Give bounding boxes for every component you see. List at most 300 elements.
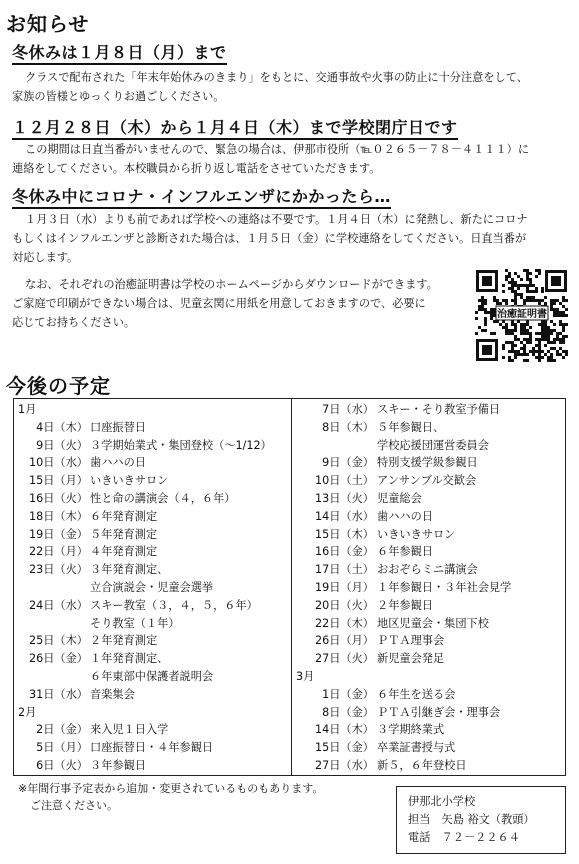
qr-module	[514, 353, 517, 356]
schedule-title: 今後の予定	[6, 374, 111, 398]
qr-module	[565, 350, 568, 353]
section-heading-winter-break: 冬休みは１月８日（月）まで	[12, 40, 227, 63]
qr-module	[505, 269, 508, 272]
qr-module	[490, 317, 493, 320]
qr-module	[535, 287, 538, 290]
qr-module	[511, 347, 514, 350]
qr-module	[556, 308, 559, 311]
schedule-event: ２年発育測定	[90, 634, 158, 648]
qr-module	[550, 320, 553, 323]
qr-module	[547, 332, 550, 335]
qr-module	[532, 350, 535, 353]
qr-module	[559, 347, 562, 350]
note-line: ※年間行事予定表から追加・変更されているものもあります。	[18, 782, 324, 795]
qr-module	[553, 359, 556, 362]
qr-module	[529, 278, 532, 281]
qr-module	[532, 290, 535, 293]
schedule-date: 13日（火）	[315, 492, 374, 505]
schedule-date: 14日（木）	[315, 723, 374, 737]
qr-module	[478, 299, 481, 302]
qr-module	[538, 356, 541, 359]
qr-module	[535, 350, 538, 353]
qr-module	[553, 341, 556, 344]
qr-module	[547, 350, 550, 353]
qr-module	[490, 332, 493, 335]
month-label: 3月	[296, 670, 315, 683]
qr-module	[484, 302, 487, 305]
schedule-date: 20日（火）	[315, 598, 374, 612]
qr-label: 治癒証明書	[497, 309, 547, 320]
qr-module	[478, 305, 481, 308]
qr-module	[538, 344, 541, 347]
qr-module	[559, 338, 562, 341]
qr-module	[541, 287, 544, 290]
qr-module	[490, 314, 493, 317]
qr-module	[517, 293, 520, 296]
qr-module	[514, 272, 517, 275]
qr-module	[505, 332, 508, 335]
note-line: ご注意ください。	[30, 799, 118, 812]
qr-module	[529, 335, 532, 338]
schedule-date: 7日（水）	[322, 403, 374, 416]
qr-module	[559, 320, 562, 323]
qr-module	[484, 323, 487, 326]
schedule-event: ６年発育測定	[90, 509, 158, 523]
qr-module	[508, 281, 511, 284]
qr-module	[553, 302, 556, 305]
qr-module	[535, 275, 538, 278]
qr-module	[508, 341, 511, 344]
qr-module	[550, 308, 553, 311]
qr-module	[490, 308, 493, 311]
qr-module	[547, 356, 550, 359]
qr-module	[481, 329, 484, 332]
qr-module	[520, 347, 523, 350]
schedule-date: 10日（土）	[315, 474, 374, 488]
qr-module	[559, 302, 562, 305]
qr-module	[517, 287, 520, 290]
qr-module	[508, 272, 511, 275]
qr-module	[511, 287, 514, 290]
qr-module	[496, 299, 499, 302]
qr-module	[514, 338, 517, 341]
qr-module	[526, 299, 529, 302]
qr-module	[553, 347, 556, 350]
qr-module	[481, 305, 484, 308]
qr-module	[526, 287, 529, 290]
schedule-date: 9日（金）	[322, 456, 374, 470]
qr-module	[511, 350, 514, 353]
schedule-event: いきいきサロン	[377, 527, 456, 541]
qr-module	[538, 302, 541, 305]
qr-module	[553, 314, 556, 317]
qr-module	[523, 302, 526, 305]
qr-module	[559, 314, 562, 317]
qr-module	[562, 299, 565, 302]
schedule-event: 新児童会発足	[377, 652, 445, 666]
qr-module	[544, 329, 547, 332]
qr-module	[484, 329, 487, 332]
schedule-event: 立合演説会・児童会選挙	[90, 581, 214, 594]
section-body-winter-break: クラスで配布された「年末年始休みのきまり」をもとに、交通事故や火事の防止に十分注意をして、 家族の皆様とゆっくりお過ごしください。	[12, 71, 528, 103]
qr-module	[511, 329, 514, 332]
qr-module	[553, 329, 556, 332]
qr-module	[532, 299, 535, 302]
schedule-event: 地区児童会・集団下校	[377, 616, 489, 630]
qr-module	[520, 326, 523, 329]
qr-module	[550, 356, 553, 359]
schedule-date: 15日（木）	[315, 527, 374, 541]
schedule-event: ３年参観日	[90, 759, 146, 772]
schedule-event: 歯ハハの日	[90, 456, 146, 470]
qr-module	[514, 284, 517, 287]
schedule-event: ５年発育測定	[90, 527, 158, 541]
qr-module	[478, 326, 481, 329]
schedule-event: いきいきサロン	[90, 474, 169, 488]
qr-module	[529, 290, 532, 293]
schedule-date: 4日（木）	[36, 420, 88, 434]
qr-module	[556, 335, 559, 338]
schedule-date: 6日（火）	[36, 759, 88, 772]
qr-module	[502, 344, 505, 347]
qr-module	[523, 344, 526, 347]
qr-module	[529, 326, 532, 329]
qr-module	[484, 317, 487, 320]
qr-module	[514, 356, 517, 359]
qr-module	[562, 329, 565, 332]
qr-module	[526, 296, 529, 299]
qr-module	[505, 323, 508, 326]
month-label: 1月	[18, 403, 37, 416]
qr-module	[511, 284, 514, 287]
qr-module	[553, 323, 556, 326]
qr-module	[532, 353, 535, 356]
schedule-event: 歯ハハの日	[377, 509, 433, 523]
qr-module	[529, 296, 532, 299]
qr-module	[526, 332, 529, 335]
qr-module	[562, 335, 565, 338]
qr-module	[547, 338, 550, 341]
qr-module	[508, 329, 511, 332]
schedule-event: 児童総会	[377, 492, 422, 505]
qr-module	[484, 299, 487, 302]
qr-module	[508, 275, 511, 278]
qr-module	[505, 275, 508, 278]
schedule-date: 15日（金）	[315, 741, 374, 755]
schedule-event: 口座振替日・４年参観日	[90, 741, 214, 755]
qr-module	[535, 338, 538, 341]
qr-module	[562, 341, 565, 344]
qr-module	[523, 329, 526, 332]
qr-module	[535, 290, 538, 293]
qr-module	[550, 353, 553, 356]
qr-module	[508, 350, 511, 353]
qr-module	[541, 326, 544, 329]
schedule-event: ３学期始業式・集団登校（～1/12）	[90, 438, 272, 452]
contact-person: 担当 矢島 裕文（教頭）	[408, 813, 535, 826]
qr-module	[511, 278, 514, 281]
qr-module	[535, 299, 538, 302]
qr-module	[475, 332, 478, 335]
qr-module	[520, 296, 523, 299]
month-label: 2月	[18, 705, 37, 719]
qr-module	[511, 359, 514, 362]
qr-module	[535, 269, 538, 272]
qr-module	[541, 338, 544, 341]
qr-module	[529, 338, 532, 341]
qr-module	[505, 329, 508, 332]
schedule-date: 2日（金）	[36, 723, 88, 737]
qr-module	[550, 305, 553, 308]
schedule-event: ２年参観日	[377, 598, 433, 612]
qr-module	[499, 323, 502, 326]
qr-module	[547, 335, 550, 338]
schedule-event: アンサンブル交歓会	[377, 474, 477, 488]
qr-module	[529, 341, 532, 344]
qr-module	[541, 299, 544, 302]
qr-module	[517, 284, 520, 287]
qr-module	[520, 323, 523, 326]
schedule-notes	[18, 780, 323, 814]
qr-module	[511, 332, 514, 335]
qr-module	[544, 296, 547, 299]
qr-module	[514, 290, 517, 293]
qr-module	[565, 353, 568, 356]
qr-module	[523, 353, 526, 356]
qr-module	[508, 356, 511, 359]
qr-module	[481, 299, 484, 302]
qr-module	[529, 332, 532, 335]
contact-phone: 電話 ７２－２２６４	[408, 831, 520, 844]
schedule-event: 卒業証書授与式	[377, 741, 456, 755]
schedule-event: スキー教室（３，４，５，６年）	[90, 598, 258, 612]
qr-module	[550, 341, 553, 344]
schedule-date: 24日（水）	[29, 598, 88, 612]
qr-module	[526, 359, 529, 362]
qr-module	[526, 278, 529, 281]
qr-module	[553, 308, 556, 311]
schedule-event: 新５，６年登校日	[377, 759, 467, 772]
qr-module	[514, 296, 517, 299]
schedule-event: ＰＴＡ理事会	[377, 634, 445, 648]
qr-module	[493, 299, 496, 302]
qr-module	[520, 278, 523, 281]
qr-module	[532, 296, 535, 299]
qr-module	[544, 326, 547, 329]
qr-module	[475, 317, 478, 320]
qr-module	[523, 347, 526, 350]
schedule-date: 22日（月）	[29, 545, 88, 559]
schedule-event: おおぞらミニ講演会	[377, 563, 478, 577]
schedule-right-column	[291, 399, 567, 775]
qr-module	[475, 311, 478, 314]
qr-module	[553, 299, 556, 302]
schedule-event: 口座振替日	[90, 420, 146, 434]
schedule-date: 22日（木）	[315, 616, 374, 630]
qr-module	[541, 356, 544, 359]
qr-module	[526, 269, 529, 272]
qr-module	[484, 311, 487, 314]
schedule-event: １年参観日・３年社会見学	[377, 581, 512, 594]
qr-module	[502, 347, 505, 350]
qr-module	[514, 335, 517, 338]
qr-module	[523, 284, 526, 287]
schedule-event: 特別支援学級参観日	[377, 456, 478, 470]
qr-module	[505, 278, 508, 281]
qr-module	[547, 329, 550, 332]
qr-module	[523, 299, 526, 302]
qr-module	[538, 347, 541, 350]
qr-module	[541, 290, 544, 293]
qr-module	[502, 326, 505, 329]
qr-module	[526, 275, 529, 278]
schedule-event: 性と命の講演会（４，６年）	[90, 492, 236, 505]
schedule-date: 26日（金）	[29, 652, 88, 666]
qr-module	[535, 332, 538, 335]
qr-module	[514, 299, 517, 302]
qr-module	[547, 359, 550, 362]
qr-module	[517, 338, 520, 341]
section-heading-illness: 冬休み中にコロナ・インフルエンザにかかったら…	[12, 184, 391, 207]
qr-module	[511, 344, 514, 347]
qr-module	[565, 299, 568, 302]
qr-module	[508, 332, 511, 335]
qr-module	[559, 341, 562, 344]
qr-module	[517, 350, 520, 353]
qr-module	[523, 359, 526, 362]
qr-module	[523, 338, 526, 341]
qr-module	[538, 272, 541, 275]
qr-module	[511, 290, 514, 293]
qr-module	[505, 302, 508, 305]
schedule-date: 31日（水）	[29, 687, 88, 701]
qr-module	[562, 323, 565, 326]
schedule-date: 16日（火）	[29, 492, 88, 505]
qr-module	[523, 350, 526, 353]
qr-module	[520, 353, 523, 356]
qr-module	[544, 338, 547, 341]
qr-module	[544, 302, 547, 305]
qr-module	[511, 281, 514, 284]
qr-module	[514, 293, 517, 296]
qr-module	[496, 302, 499, 305]
qr-module	[541, 335, 544, 338]
schedule-table	[13, 398, 566, 776]
schedule-event: 来入児１日入学	[90, 723, 169, 737]
qr-module	[487, 311, 490, 314]
qr-module	[520, 341, 523, 344]
qr-module	[538, 353, 541, 356]
qr-module	[523, 323, 526, 326]
qr-module	[553, 311, 556, 314]
schedule-event: ６年参観日	[377, 545, 433, 559]
contact-school: 伊那北小学校	[408, 795, 476, 808]
qr-module	[556, 314, 559, 317]
schedule-date: 9日（火）	[36, 438, 88, 452]
qr-module	[520, 332, 523, 335]
qr-module	[493, 332, 496, 335]
schedule-date: 15日（月）	[29, 474, 88, 488]
qr-module	[562, 311, 565, 314]
schedule-date: 8日（木）	[322, 420, 374, 434]
qr-module	[547, 341, 550, 344]
qr-module	[478, 308, 481, 311]
schedule-date: 27日（火）	[315, 652, 374, 666]
qr-module	[526, 329, 529, 332]
qr-module	[502, 299, 505, 302]
schedule-date: 17日（土）	[315, 563, 374, 577]
qr-module	[538, 323, 541, 326]
section-body-illness: １月３日（水）よりも前であれば学校への連絡は不要です。１月４日（木）に発熱し、新たにコロナ もしくはインフルエンザと診断された場合は、１月５日（金）に学校連絡をしてください。日直当番が 対応します。 なお、それぞれの治癒証明書は学校のホームページからダウンロードができます。 ご家庭で印刷ができない場合は、児童玄関に用紙を用意しておきますので、必要に 応じてお持ちください。	[12, 213, 528, 329]
qr-module	[550, 359, 553, 362]
qr-module	[514, 281, 517, 284]
schedule-event: ３年発育測定、	[90, 563, 169, 577]
schedule-date: 5日（月）	[36, 741, 88, 755]
qr-module	[511, 299, 514, 302]
qr-module	[541, 323, 544, 326]
qr-module	[511, 323, 514, 326]
qr-module	[502, 284, 505, 287]
qr-module	[556, 338, 559, 341]
qr-module	[502, 290, 505, 293]
qr-module	[535, 344, 538, 347]
qr-module	[562, 338, 565, 341]
qr-module	[538, 338, 541, 341]
qr-module	[514, 326, 517, 329]
qr-module	[484, 320, 487, 323]
schedule-event: ＰＴＡ引継ぎ会・理事会	[377, 705, 501, 719]
schedule-date: 16日（金）	[315, 545, 374, 559]
schedule-event: そり教室（１年）	[90, 616, 180, 630]
contact-box	[396, 786, 566, 854]
schedule-event: 学校応援団運営委員会	[377, 438, 489, 452]
qr-module	[559, 323, 562, 326]
qr-module	[532, 347, 535, 350]
qr-module	[538, 341, 541, 344]
qr-module	[562, 356, 565, 359]
schedule-date: 26日（月）	[315, 634, 374, 648]
qr-module	[514, 323, 517, 326]
qr-module	[514, 350, 517, 353]
section-heading-school-closure: １２月２８日（木）から１月４日（木）まで学校閉庁日です	[12, 115, 458, 138]
qr-code-certificate[interactable]	[474, 268, 569, 363]
qr-module	[541, 350, 544, 353]
qr-module	[529, 272, 532, 275]
section-body-school-closure: この期間は日直当番がいませんので、緊急の場合は、伊那市役所（℡０２６５－７８－４１１１）に 連絡をしてください。本校職員から折り返し電話をさせていただきます。	[12, 143, 530, 175]
qr-module	[535, 356, 538, 359]
schedule-event: ６年東部中保護者説明会	[90, 670, 214, 683]
qr-module	[526, 284, 529, 287]
qr-module	[559, 311, 562, 314]
qr-module	[526, 341, 529, 344]
schedule-date: 10日（水）	[29, 456, 88, 470]
qr-module	[523, 326, 526, 329]
qr-module	[502, 356, 505, 359]
qr-module	[523, 269, 526, 272]
qr-module	[490, 311, 493, 314]
schedule-event: ３学期終業式	[377, 723, 445, 737]
qr-module	[541, 329, 544, 332]
schedule-event: スキー・そり教室予備日	[377, 403, 501, 416]
qr-module	[559, 332, 562, 335]
qr-module	[556, 332, 559, 335]
qr-module	[493, 296, 496, 299]
qr-module	[550, 332, 553, 335]
qr-module	[526, 323, 529, 326]
qr-module	[520, 329, 523, 332]
qr-module	[481, 296, 484, 299]
qr-module	[514, 344, 517, 347]
